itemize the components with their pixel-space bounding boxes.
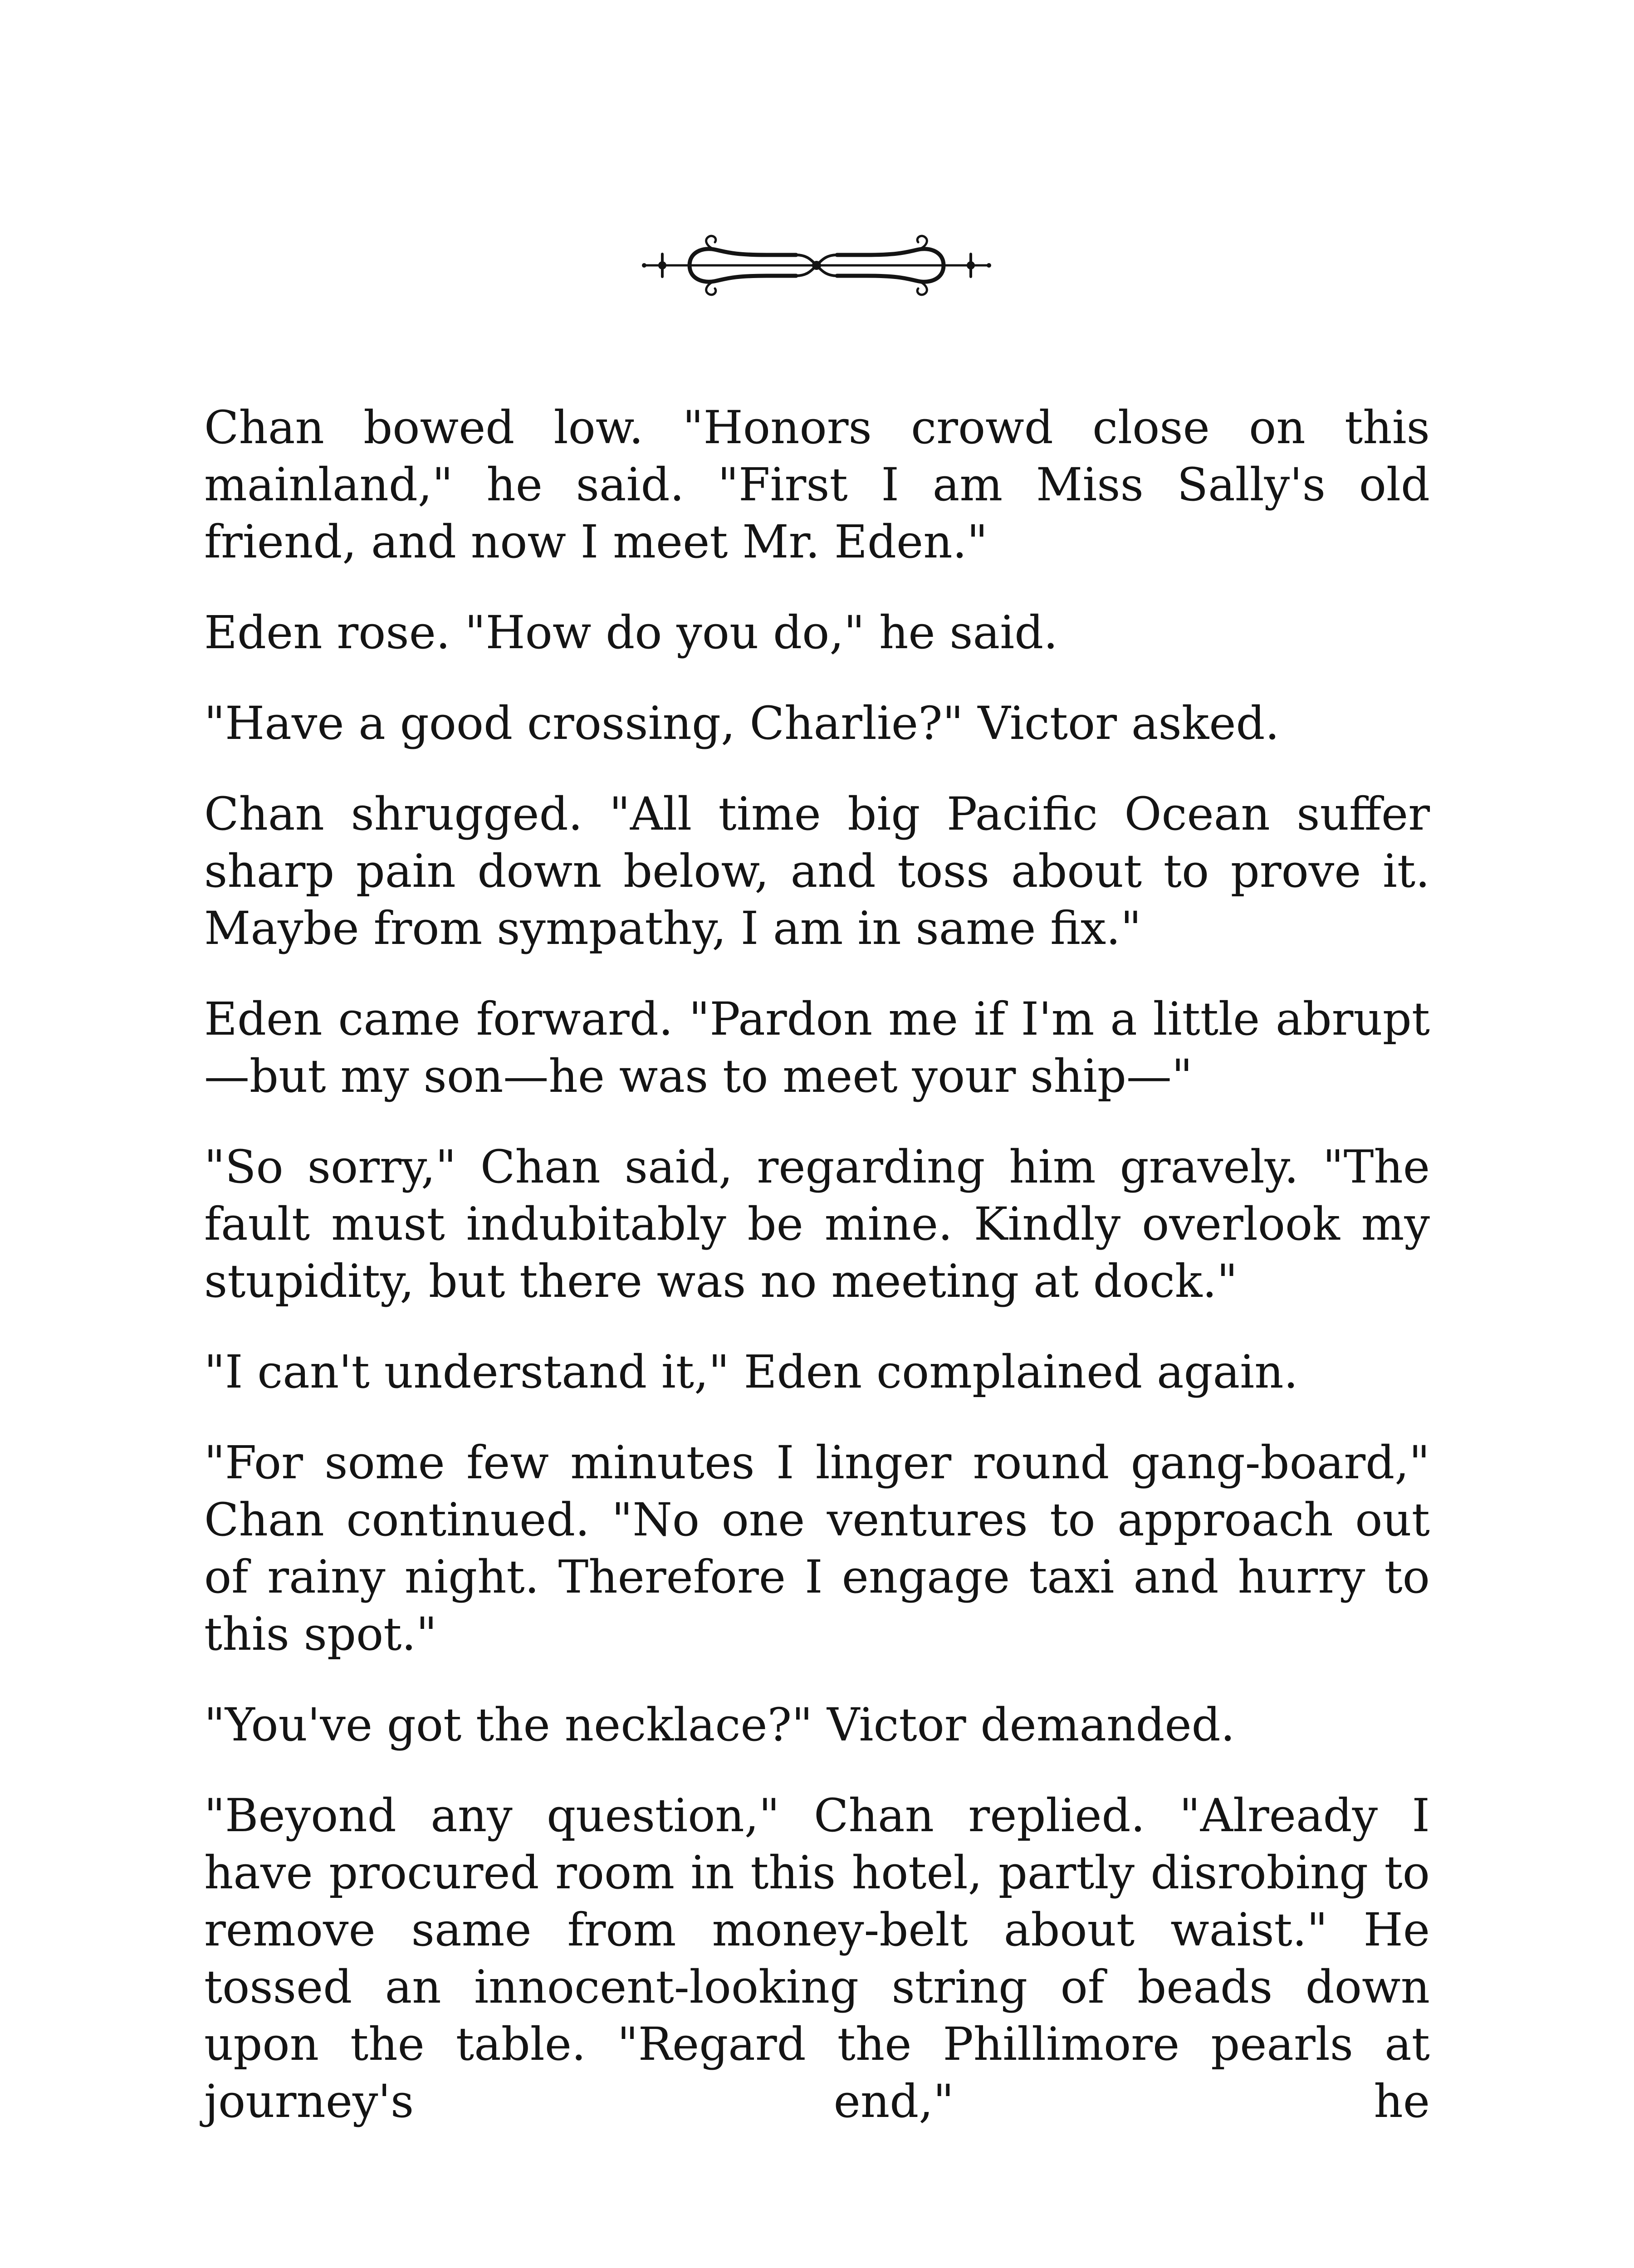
paragraph: Eden rose. "How do you do," he said.: [204, 606, 1058, 659]
paragraph: "I can't understand it," Eden complained again.: [204, 1345, 1298, 1398]
paragraph: Eden came forward. "Pardon me if I'm a little abrupt—but my son—he was to meet your ship—": [204, 992, 1430, 1103]
page-body-text: [204, 399, 1430, 2130]
paragraph: "Have a good crossing, Charlie?" Victor asked.: [204, 697, 1280, 750]
paragraph: "So sorry," Chan said, regarding him gravely. "The fault must indubitably be mine. Kindly overlook my stupidity, but there was no meeting at dock.": [204, 1140, 1430, 1308]
paragraph: "You've got the necklace?" Victor demanded.: [204, 1698, 1235, 1751]
paragraph: Chan shrugged. "All time big Pacific Ocean suffer sharp pain down below, and toss about to prove it. Maybe from sympathy, I am in same fix.": [204, 787, 1430, 955]
paragraph: "For some few minutes I linger round gang-board," Chan continued. "No one ventures to approach out of rainy night. Therefore I engage taxi and hurry to this spot.": [204, 1436, 1430, 1661]
scroll-divider-ornament-icon: [635, 227, 998, 304]
paragraph: Chan bowed low. "Honors crowd close on this mainland," he said. "First I am Miss Sally's old friend, and now I meet Mr. Eden.": [204, 401, 1430, 568]
paragraph: "Beyond any question," Chan replied. "Already I have procured room in this hotel, partly disrobing to remove same from money-belt about waist." He tossed an innocent-looking string of beads down upon the table. "Regard the Phillimore pearls at journey's end," he: [204, 1789, 1430, 2128]
